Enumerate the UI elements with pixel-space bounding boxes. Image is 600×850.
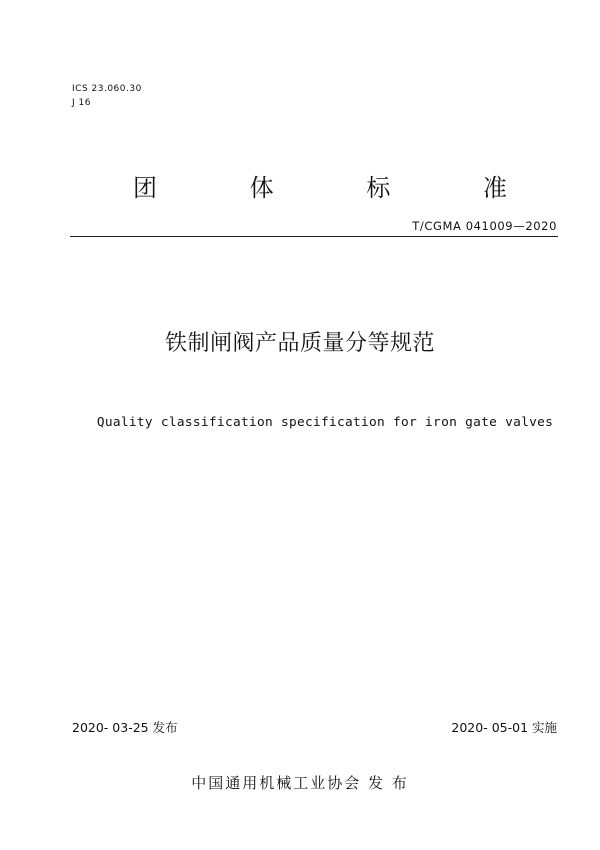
header-divider xyxy=(70,236,558,237)
implementation-date: 2020- 05-01 实施 xyxy=(451,720,557,735)
standard-type-char: 体 xyxy=(249,174,274,202)
standard-number: T/CGMA 041009—2020 xyxy=(412,219,557,233)
standard-type-heading xyxy=(130,168,510,203)
publisher: 中国通用机械工业协会 发 布 xyxy=(191,774,409,792)
chinese-title: 铁制闸阀产品质量分等规范 xyxy=(164,331,435,356)
standard-type-char: 标 xyxy=(366,174,391,202)
english-title: Quality classification specification for iron gate valves xyxy=(96,415,554,430)
issue-date: 2020- 03-25 发布 xyxy=(72,720,178,735)
ics-code: ICS 23.060.30 xyxy=(72,84,142,94)
standard-type-char: 准 xyxy=(482,174,507,202)
standard-type-char: 团 xyxy=(133,174,157,202)
ccs-code: J 16 xyxy=(72,98,91,108)
